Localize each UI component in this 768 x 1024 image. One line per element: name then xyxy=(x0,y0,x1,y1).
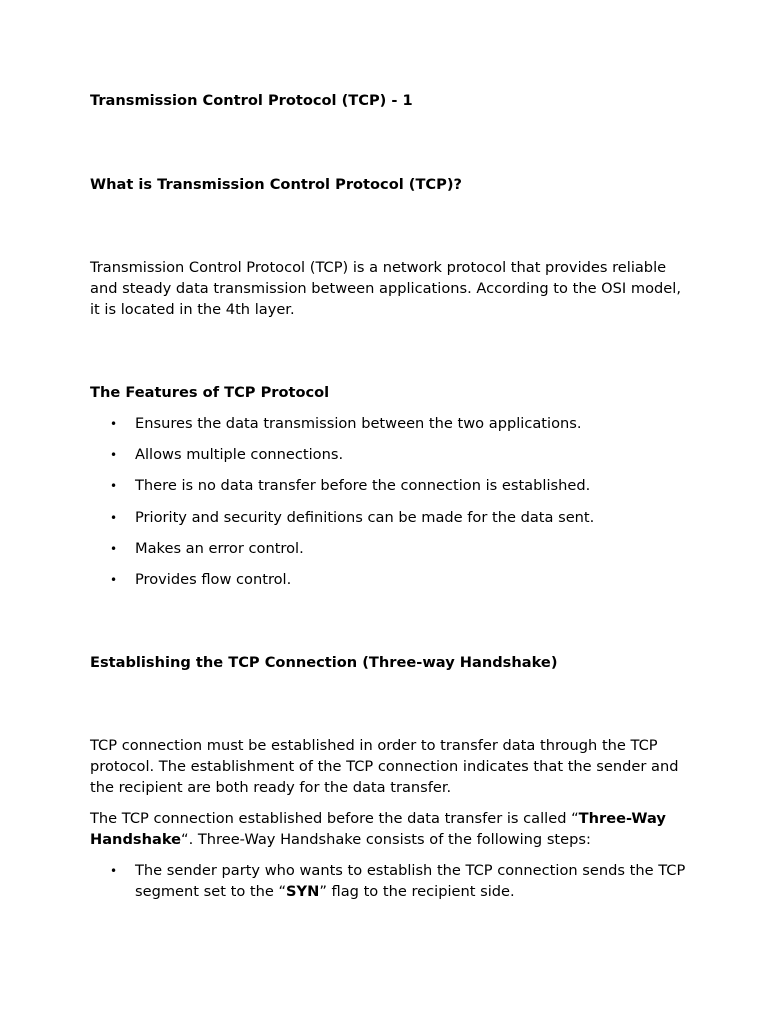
paragraph-handshake-intro: TCP connection must be established in order to transfer data through the TCP protocol. The establishment of the TCP connection indicates that the sender and the recipient are both ready for the data transfer. xyxy=(90,737,679,796)
text-run: The sender party who wants to establish the TCP connection sends the TCP segment set to the “ xyxy=(135,862,686,900)
text-run: “. Three-Way Handshake consists of the following steps: xyxy=(181,830,591,848)
list-item: • Makes an error control. xyxy=(90,539,690,560)
list-item: • Provides flow control. xyxy=(90,570,690,591)
section-heading-handshake: Establishing the TCP Connection (Three-way Handshake) xyxy=(90,654,558,671)
list-item: • There is no data transfer before the connection is established. xyxy=(90,476,690,497)
features-list xyxy=(90,414,690,601)
handshake-steps-list xyxy=(90,861,690,913)
list-item: • Priority and security definitions can be made for the data sent. xyxy=(90,508,690,529)
text-run: The TCP connection established before the data transfer is called “ xyxy=(90,810,579,827)
text-run: ” flag to the recipient side. xyxy=(319,882,515,900)
bold-term-three-way-handshake: Three-Way Handshake xyxy=(90,810,666,848)
section-heading-what-is-tcp: What is Transmission Control Protocol (TCP)? xyxy=(90,176,462,193)
paragraph-tcp-definition: Transmission Control Protocol (TCP) is a network protocol that provides reliable and steady data transmission between applications. According to the OSI model, it is located in the 4th layer. xyxy=(90,259,681,318)
paragraph-handshake-definition xyxy=(90,809,690,851)
section-heading-features: The Features of TCP Protocol xyxy=(90,384,330,401)
list-item: • Ensures the data transmission between the two applications. xyxy=(90,414,690,435)
bold-term-syn: SYN xyxy=(286,882,320,900)
list-item xyxy=(90,861,690,903)
document-title: Transmission Control Protocol (TCP) - 1 xyxy=(90,92,413,109)
list-item: • Allows multiple connections. xyxy=(90,445,690,466)
